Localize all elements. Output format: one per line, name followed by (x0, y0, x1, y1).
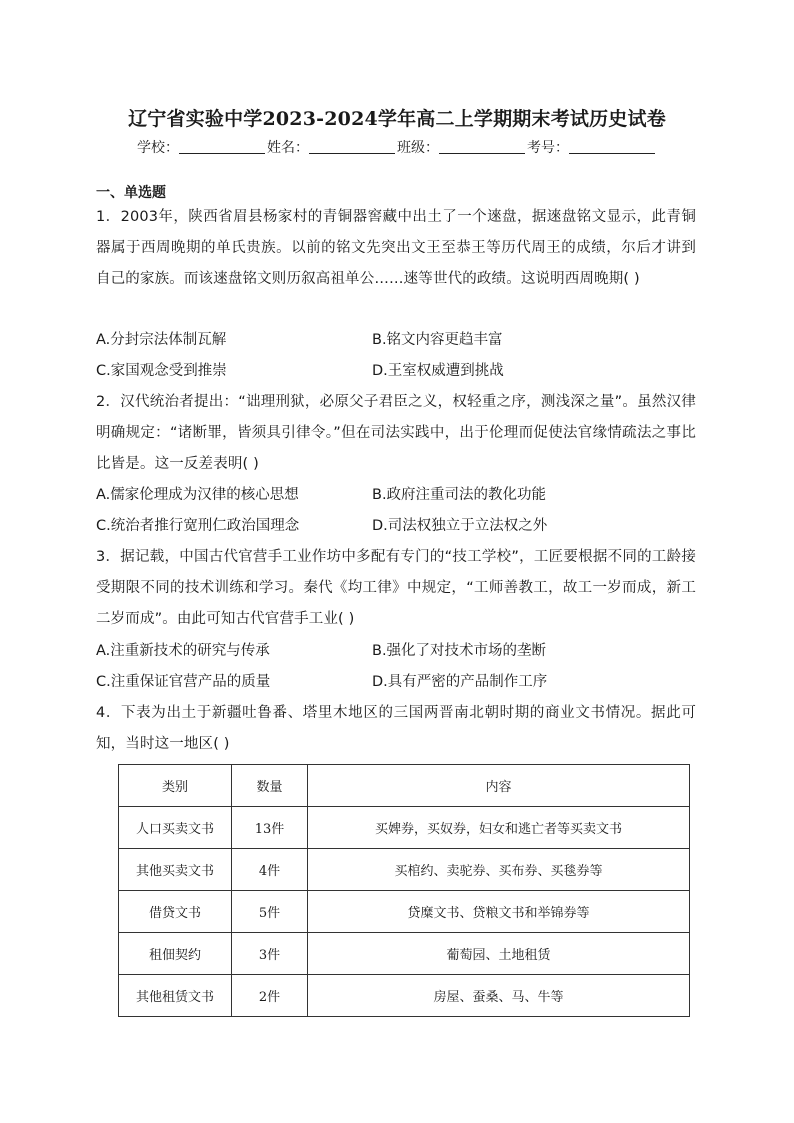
student-info-line (0, 137, 794, 157)
question-1-stem: 1．2003年，陕西省眉县杨家村的青铜器窖藏中出土了一个逨盘，据逨盘铭文显示，此青铜器属于西周晚期的单氏贵族。以前的铭文先突出文王至恭王等历代周王的成绩，尔后才讲到自己的家族。而该逨盘铭文则历叙高祖单公……逨等世代的政绩。这说明西周晚期( ) (96, 209, 696, 287)
table-cell: 2件 (232, 975, 308, 1017)
header-content: 内容 (308, 765, 690, 807)
school-blank[interactable] (179, 139, 265, 154)
q2-option-c[interactable]: C.统治者推行宽刑仁政治国理念 (96, 518, 300, 534)
table-cell: 其他租赁文书 (119, 975, 232, 1017)
table-row (119, 807, 690, 849)
table-cell: 贷糜文书、贷粮文书和举锦券等 (308, 891, 690, 933)
header-category: 类别 (119, 765, 232, 807)
q1-option-c[interactable]: C.家国观念受到推崇 (96, 363, 227, 379)
header-quantity: 数量 (232, 765, 308, 807)
school-label: 学校： (137, 140, 179, 156)
table-cell: 租佃契约 (119, 933, 232, 975)
q3-option-d[interactable]: D.具有严密的产品制作工序 (372, 674, 548, 690)
name-label: 姓名： (267, 140, 309, 156)
table-header-row (119, 765, 690, 807)
table-cell: 3件 (232, 933, 308, 975)
table-cell: 葡萄园、土地租赁 (308, 933, 690, 975)
table-cell: 买婢券，买奴券，妇女和逃亡者等买卖文书 (308, 807, 690, 849)
question-4-stem: 4．下表为出土于新疆吐鲁番、塔里木地区的三国两晋南北朝时期的商业文书情况。据此可知，当时这一地区( ) (96, 705, 696, 752)
table-row (119, 849, 690, 891)
q2-option-a[interactable]: A.儒家伦理成为汉律的核心思想 (96, 487, 299, 503)
q1-option-b[interactable]: B.铭文内容更趋丰富 (372, 332, 503, 348)
q1-option-a[interactable]: A.分封宗法体制瓦解 (96, 332, 227, 348)
number-label: 考号： (527, 140, 569, 156)
question-2-stem: 2．汉代统治者提出：“诎理刑狱，必原父子君臣之义，权轻重之序，测浅深之量”。虽然汉律明确规定：“诸断罪，皆须具引律令。”但在司法实践中，出于伦理而促使法官缘情疏法之事比比皆是。这一反差表明( ) (96, 394, 696, 472)
table-cell: 13件 (232, 807, 308, 849)
q1-option-d[interactable]: D.王室权威遭到挑战 (372, 363, 504, 379)
exam-title: 辽宁省实验中学2023-2024学年高二上学期期末考试历史试卷 (128, 108, 666, 130)
table-cell: 5件 (232, 891, 308, 933)
table-cell: 买棺约、卖驼券、买布券、买毯券等 (308, 849, 690, 891)
q3-option-b[interactable]: B.强化了对技术市场的垄断 (372, 643, 547, 659)
table-cell: 房屋、蚕桑、马、牛等 (308, 975, 690, 1017)
commercial-documents-table (118, 764, 690, 1017)
name-blank[interactable] (309, 139, 395, 154)
q2-option-b[interactable]: B.政府注重司法的教化功能 (372, 487, 547, 503)
number-blank[interactable] (569, 139, 655, 154)
table-cell: 其他买卖文书 (119, 849, 232, 891)
table-row (119, 933, 690, 975)
q3-option-c[interactable]: C.注重保证官营产品的质量 (96, 674, 271, 690)
table-cell: 4件 (232, 849, 308, 891)
q2-option-d[interactable]: D.司法权独立于立法权之外 (372, 518, 548, 534)
section-heading: 一、单选题 (96, 185, 166, 201)
table-row (119, 975, 690, 1017)
table-cell: 人口买卖文书 (119, 807, 232, 849)
class-blank[interactable] (439, 139, 525, 154)
class-label: 班级： (397, 140, 439, 156)
table-row (119, 891, 690, 933)
question-3-stem: 3．据记载，中国古代官营手工业作坊中多配有专门的“技工学校”，工匠要根据不同的工龄接受期限不同的技术训练和学习。秦代《均工律》中规定，“工师善教工，故工一岁而成，新工二岁而成”。由此可知古代官营手工业( ) (96, 549, 696, 627)
q3-option-a[interactable]: A.注重新技术的研究与传承 (96, 643, 270, 659)
table-cell: 借贷文书 (119, 891, 232, 933)
